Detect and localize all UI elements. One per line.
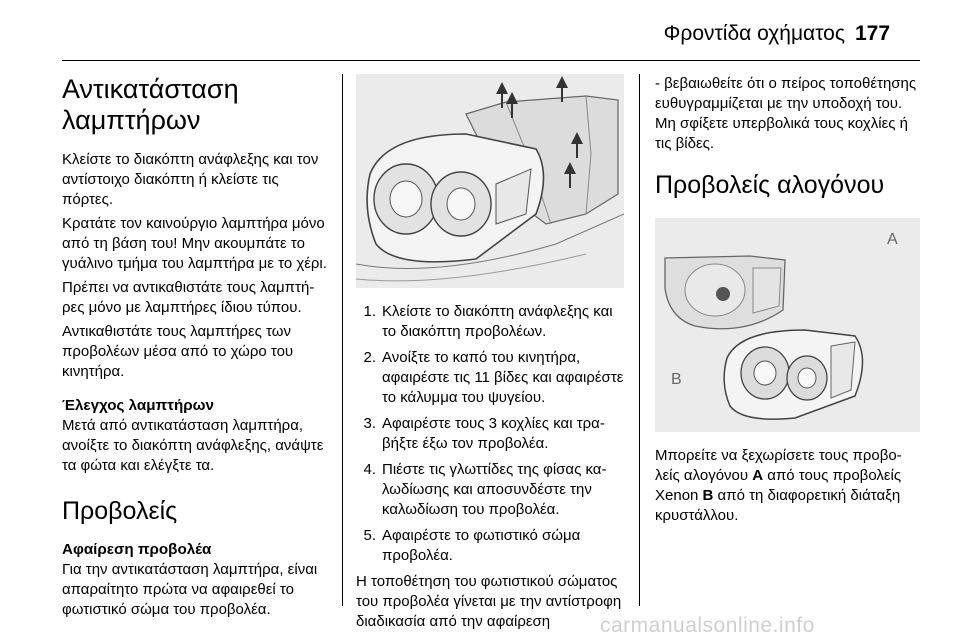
figure-label-b: B (671, 371, 682, 388)
check-title: Έλεγχος λαμπτήρων (62, 397, 214, 414)
watermark: carmanualsonline.info (600, 614, 815, 637)
figure-label-a: A (887, 231, 898, 248)
step-item (356, 526, 624, 566)
page-number: 177 (855, 22, 891, 45)
header-rule (62, 60, 920, 61)
types-label-b: B (702, 487, 714, 504)
step-text: Κλείστε το διακόπτη ανάφλεξης και το διακόπτη προβολέων. (382, 303, 613, 340)
check-text: Μετά από αντικατάσταση λαμπτήρα, ανοίξτε το διακόπτη ανάφλεξης, ανάψτε τα φώτα και ελέγξτε τα. (62, 417, 324, 474)
types-label-a: A (752, 467, 764, 484)
column-3 (655, 74, 920, 530)
removal-title: Αφαίρεση προβολέα (62, 541, 212, 558)
section-title-line-1: Αντικατάσταση (62, 74, 239, 104)
step-number: 3. (363, 415, 376, 432)
types-text-part-2: από τους προβολείς Xenon (655, 467, 902, 504)
step-text: Αφαιρέστε το φωτιστικό σώμα προβολέα. (382, 527, 581, 564)
paragraph-ignition: Κλείστε το διακόπτη ανάφλεξης και τον αντίστοιχο διακόπτη ή κλείστε τις πόρτες. (62, 151, 319, 208)
step-text: Ανοίξτε το καπό του κινητήρα, αφαιρέστε τις 11 βίδες και αφαιρέστε το κάλυμμα του ψυγείου. (382, 349, 624, 406)
step-number: 5. (363, 527, 376, 544)
column-divider-2 (639, 74, 640, 606)
halogen-title: Προβολείς αλογόνου (655, 171, 885, 199)
step-item (356, 414, 624, 454)
removal-steps-list (356, 302, 624, 566)
column-1 (62, 74, 330, 624)
step-number: 4. (363, 461, 376, 478)
alignment-note: - βεβαιωθείτε ότι ο πείρος τοποθέτησης ευθυγραμμίζεται με την υποδοχή του. Μη σφίξετε υπερβολικά τους κοχλίες ή τις βίδες. (655, 75, 917, 152)
paragraph-engine-compartment: Αντικαθιστάτε τους λαμπτήρες των προβολέων μέσα από το χώρο του κινητήρα. (62, 323, 294, 380)
removal-text: Για την αντικατάσταση λαμπτήρα, είναι απαραίτητο πρώτα να αφαιρεθεί το φωτιστικό σώμα του προβολέα. (62, 561, 318, 618)
section-title (62, 74, 330, 136)
step-item (356, 348, 624, 408)
page-header-title: Φροντίδα οχήματος (663, 22, 845, 45)
step-number: 2. (363, 349, 376, 366)
types-text-part-1: Μπορείτε να ξεχωρίσετε τους προβολείς αλογόνου (655, 447, 902, 484)
headlight-types-drawing (655, 218, 920, 432)
column-2 (356, 74, 624, 636)
step-item (356, 460, 624, 520)
headlight-removal-illustration (356, 74, 624, 288)
step-item (356, 302, 624, 342)
section-title-line-2: λαμπτήρων (62, 105, 201, 135)
column-divider-1 (342, 74, 343, 606)
types-text-part-3: από τη διαφορετική διάταξη κρυστάλλου. (655, 487, 901, 524)
paragraph-hold-bulb: Κρατάτε τον καινούργιο λαμπτήρα μόνο από τη βάση του! Μην ακουμπάτε το γυάλινο τμήμα του λαμπτήρα με το χέρι. (62, 215, 327, 272)
reassembly-note: Η τοποθέτηση του φωτιστικού σώματος του προβολέα γίνεται με την αντίστροφη διαδικασία από την αφαίρεση (356, 573, 622, 630)
step-text: Αφαιρέστε τους 3 κοχλίες και τραβήξτε έξω τον προβολέα. (382, 415, 605, 452)
headlight-removal-drawing (356, 74, 624, 288)
step-text: Πιέστε τις γλωττίδες της φίσας καλωδίωσης και αποσυνδέστε την καλωδίωση του προβολέα. (382, 461, 607, 518)
headlight-types-illustration (655, 218, 920, 432)
paragraph-same-type: Πρέπει να αντικαθιστάτε τους λαμπτήρες μόνο με λαμπτήρες ίδιου τύπου. (62, 279, 315, 316)
step-number: 1. (363, 303, 376, 320)
headlight-types-text (655, 446, 920, 526)
headlights-title: Προβολείς (62, 497, 178, 525)
